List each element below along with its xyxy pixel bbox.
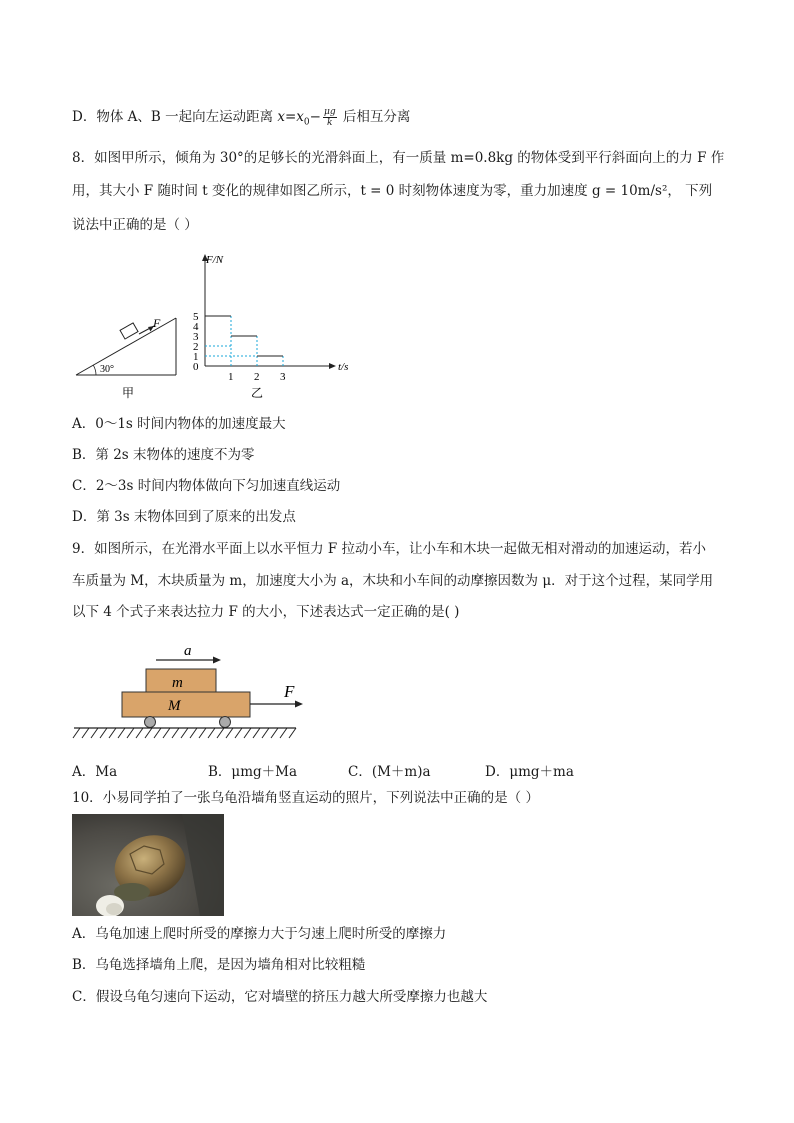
hatch-line-5 [118, 728, 125, 738]
q9-stem-line2: 车质量为 M，木块质量为 m，加速度大小为 a，木块和小车间的动摩擦因数为 μ．对于这个过程，某同学用 [72, 573, 714, 589]
q9-stem-line3: 以下 4 个式子来表达拉力 F 的大小，下述表达式一定正确的是( ) [72, 604, 460, 620]
q8-stem-line1: 8．如图甲所示，倾角为 30°的足够长的光滑斜面上，有一质量 m=0.8kg 的物体受到平行斜面向上的力 F 作 [72, 150, 725, 166]
hatch-line-21 [262, 728, 269, 738]
dashed-guides [205, 316, 283, 366]
q7-sub0: 0 [303, 117, 310, 128]
hatch-line-0 [73, 728, 80, 738]
hatch-line-18 [235, 728, 242, 738]
incline-caption: 甲 [122, 386, 135, 400]
y-tick-label-3: 3 [193, 331, 199, 343]
q8-option-c: C．2～3s 时间内物体做向下匀加速直线运动 [72, 478, 341, 494]
x-tick-label-2: 2 [254, 371, 260, 383]
graph-caption: 乙 [251, 386, 264, 400]
q10-option-a: A．乌龟加速上爬时所受的摩擦力大于匀速上爬时所受的摩擦力 [72, 926, 447, 942]
pull-arrowhead [295, 701, 303, 708]
wheel-left [145, 717, 156, 728]
hatch-line-3 [100, 728, 107, 738]
angle-arc [93, 365, 96, 375]
graph-y-label: F/N [206, 254, 224, 266]
graph-x-label: t/s [338, 361, 349, 373]
hatch-line-19 [244, 728, 251, 738]
q7-minus: − [309, 109, 321, 125]
q8-stem-line3: 说法中正确的是（ ） [72, 217, 198, 233]
q8-figure [70, 248, 370, 408]
hatch-line-11 [172, 728, 179, 738]
hatch-line-20 [253, 728, 260, 738]
q9-option-b: B．μmg＋Ma [208, 764, 298, 780]
hatch-line-14 [199, 728, 206, 738]
cart-M [122, 692, 250, 717]
q7-frac-num: μg [323, 107, 336, 117]
y-tick-label-1: 1 [193, 351, 199, 363]
q10-option-c: C．假设乌龟匀速向下运动，它对墙壁的挤压力越大所受摩擦力也越大 [72, 989, 488, 1005]
turtle-photo [72, 814, 224, 916]
q7-fraction [323, 107, 337, 128]
turtle-photo-drawing [72, 814, 224, 916]
hatch-line-23 [280, 728, 287, 738]
q8-stem-line2: 用，其大小 F 随时间 t 变化的规律如图乙所示，t = 0 时刻物体速度为零，重力加速度 g = 10m/s²， 下列 [72, 183, 713, 199]
hatch-line-24 [289, 728, 296, 738]
wheel-right [220, 717, 231, 728]
incline-block [120, 323, 138, 339]
label-F: F [284, 682, 295, 701]
hatch-line-22 [271, 728, 278, 738]
label-m: m [172, 675, 183, 691]
hatch-line-17 [226, 728, 233, 738]
hatch-line-10 [163, 728, 170, 738]
hatch-line-6 [127, 728, 134, 738]
hatch-line-1 [82, 728, 89, 738]
hatch-line-12 [181, 728, 188, 738]
hatch-line-9 [154, 728, 161, 738]
q8-option-b: B．第 2s 末物体的速度不为零 [72, 447, 255, 463]
q9-stem-line1: 9．如图所示，在光滑水平面上以水平恒力 F 拉动小车，让小车和木块一起做无相对滑动的加速运动，若小 [72, 541, 707, 557]
y-tick-label-0: 0 [193, 361, 199, 373]
hatch-line-16 [217, 728, 224, 738]
q9-option-d: D．μmg＋ma [485, 764, 574, 780]
accel-arrowhead [213, 657, 221, 664]
q9-option-a: A．Ma [72, 764, 118, 780]
hatch-line-7 [136, 728, 143, 738]
x-arrowhead [329, 363, 336, 369]
q7-option-d-post: 后相互分离 [338, 109, 411, 125]
hatch-line-15 [208, 728, 215, 738]
q7-option-d [72, 107, 410, 133]
q8-option-a: A．0～1s 时间内物体的加速度最大 [72, 416, 286, 432]
y-tick-label-4: 4 [193, 321, 199, 333]
hatch-line-2 [91, 728, 98, 738]
hatch-line-8 [145, 728, 152, 738]
x-tick-label-1: 1 [228, 371, 234, 383]
y-tick-labels [193, 311, 199, 373]
q7-option-d-pre: D．物体 A、B 一起向左运动距离 [72, 109, 278, 125]
incline-diagram [76, 316, 176, 400]
block-rect [120, 323, 138, 339]
label-M: M [168, 698, 181, 714]
q10-option-b: B．乌龟选择墙角上爬，是因为墙角相对比较粗糙 [72, 957, 366, 973]
ground-hatching [73, 728, 296, 738]
x-tick-labels [228, 371, 286, 383]
ft-graph [193, 254, 348, 400]
q7-x-eq: x=x [277, 109, 304, 125]
x-tick-label-3: 3 [280, 371, 286, 383]
angle-label: 30° [100, 364, 114, 375]
incline-F-label: F [153, 316, 161, 330]
y-tick-label-5: 5 [193, 311, 199, 323]
q9-option-c: C．(M＋m)a [348, 764, 431, 780]
q10-stem: 10．小易同学拍了一张乌龟沿墙角竖直运动的照片，下列说法中正确的是（ ） [72, 790, 539, 806]
white-object-shade [106, 903, 122, 915]
q8-option-d: D．第 3s 末物体回到了原来的出发点 [72, 509, 296, 525]
pull-force-arrow [250, 701, 303, 708]
hatch-line-4 [109, 728, 116, 738]
label-a: a [184, 643, 192, 659]
q7-frac-den: k [327, 118, 333, 128]
step-series [205, 316, 283, 356]
hatch-line-13 [190, 728, 197, 738]
y-tick-label-2: 2 [193, 341, 199, 353]
q9-figure [70, 636, 310, 746]
